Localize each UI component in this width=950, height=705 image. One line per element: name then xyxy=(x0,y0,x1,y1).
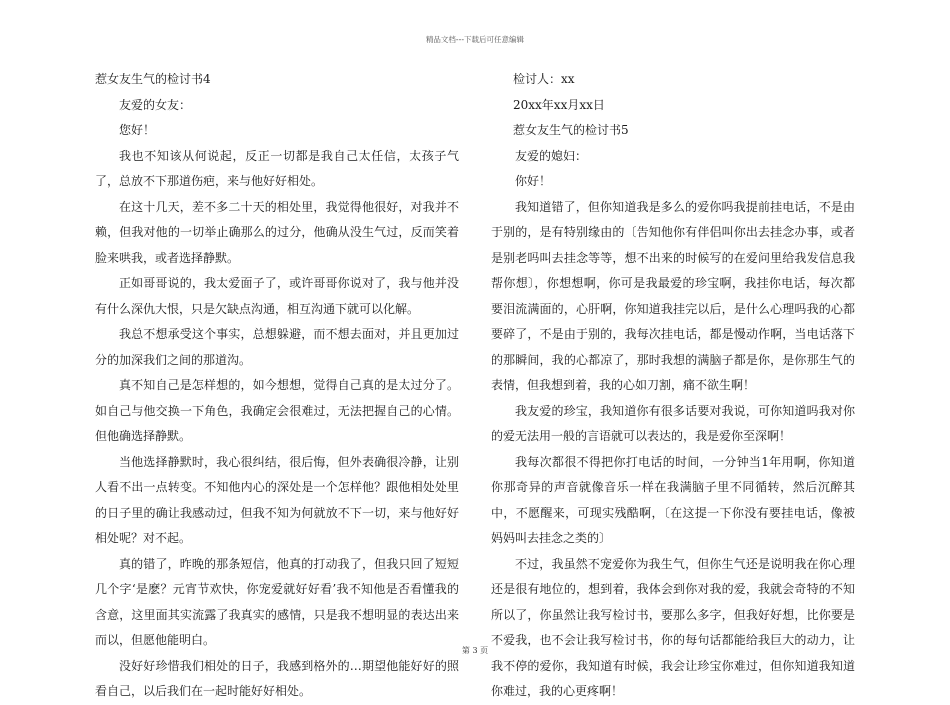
left-paragraph-9: 真的错了，昨晚的那条短信，他真的打动我了，但我只回了短短几个字‘是麽？元宵节欢快，你宠爱就好好看’我不知他是否看懂我的含意，这里面其实流露了我真实的感情，只是我不想明显的表达出来而以，但愿他能明白。 xyxy=(95,556,459,647)
left-paragraph-4: 在这十几天，差不多二十天的相处里，我觉得他很好，对我并不赖，但我对他的一切举止确那么的过分，他确从没生气过，反而笑着脸来哄我，或者选择静默。 xyxy=(95,199,459,265)
right-column xyxy=(491,67,855,705)
right-paragraph-7: 我每次都很不得把你打电话的时间，一分钟当1年用啊，你知道你那奇异的声音就像音乐一样在我满脑子里不同循转，然后沉醉其中，不愿醒来，可现实残酷啊，〔在这提一下你没有要挂电话，像被妈妈叫去挂念之类的〕 xyxy=(491,454,855,545)
left-paragraph-2: 您好！ xyxy=(119,123,156,137)
right-paragraph-1: 20xx年xx月xx日 xyxy=(513,97,605,112)
right-paragraph-5: 我知道错了，但你知道我是多么的爱你吗我提前挂电话，不是由于别的，是有特别缘由的〔告知他你有伴侣叫你出去挂念办事，或者是别老吗叫去挂念等等，想不出来的时候写的在爱问里给我发信息我帮你想〕，你想想啊，你可是我最爱的珍宝啊，我挂你电话，每次都要泪流满面的，心肝啊，你知道我挂完以后，是什么心理吗我的心都要碎了，不是由于别的，我每次挂电话，都是慢动作啊，当电话落下的那瞬间，我的心都凉了，那时我想的满脑子都是你，是你那生气的表情，但我想到着，我的心如刀割，痛不欲生啊！ xyxy=(491,199,855,392)
page-header: 精品文档---下载后可任意编辑 xyxy=(425,35,525,44)
left-paragraph-8: 当他选择静默时，我心很纠结，很后悔，但外表确很冷静，让别人看不出一点转变。不知他内心的深处是一个怎样他？跟他相处处里的日子里的确让我感动过，但我不知为何就放不下一切，来与他好好相处呢？对不起。 xyxy=(95,454,459,545)
page-footer: 第 3 页 xyxy=(461,646,489,655)
left-paragraph-6: 我总不想承受这个事实，总想躲避，而不想去面对，并且更加过分的加深我们之间的那道沟。 xyxy=(95,327,459,367)
right-paragraph-3: 友爱的媳妇： xyxy=(515,148,588,163)
left-column xyxy=(95,67,459,705)
right-paragraph-2: 惹女友生气的检讨书5 xyxy=(513,123,629,137)
right-paragraph-4: 你好！ xyxy=(515,174,552,188)
left-paragraph-10: 没好好珍惜我们相处的日子，我感到格外的…期望他能好好的照看自己，以后我们在一起时能好好相处。 xyxy=(95,658,459,698)
left-paragraph-0: 惹女友生气的检讨书4 xyxy=(95,72,211,86)
left-paragraph-7: 真不知自己是怎样想的，如今想想，觉得自己真的是太过分了。如自己与他交换一下角色，我确定会很难过，无法把握自己的心情。但他确选择静默。 xyxy=(95,378,459,443)
right-paragraph-6: 我友爱的珍宝，我知道你有很多话要对我说，可你知道吗我对你的爱无法用一般的言语就可以表达的，我是爱你至深啊！ xyxy=(491,403,855,443)
right-paragraph-8: 不过，我虽然不宠爱你为我生气，但你生气还是说明我在你心理还是很有地位的，想到着，我体会到你对我的爱，我就会奇特的不知所以了，你虽然让我写检讨书，要那么多字，但我好好想，比你要是不爱我，也不会让我写检讨书，你的每句话都能给我巨大的动力，让我不停的爱你，我知道有时候，我会让珍宝你难过，但你知道我知道你难过，我的心更疼啊！ xyxy=(491,556,855,698)
left-paragraph-1: 友爱的女友： xyxy=(119,97,192,112)
right-paragraph-0: 检讨人：xx xyxy=(513,72,575,86)
left-paragraph-3: 我也不知该从何说起，反正一切都是我自己太任信，太孩子气了，总放不下那道伤疤，来与他好好相处。 xyxy=(95,148,459,188)
left-paragraph-5: 正如哥哥说的，我太爱面子了，或许哥哥你说对了，我与他并没有什么深仇大恨，只是欠缺点沟通，相互沟通下就可以化解。 xyxy=(95,276,459,316)
